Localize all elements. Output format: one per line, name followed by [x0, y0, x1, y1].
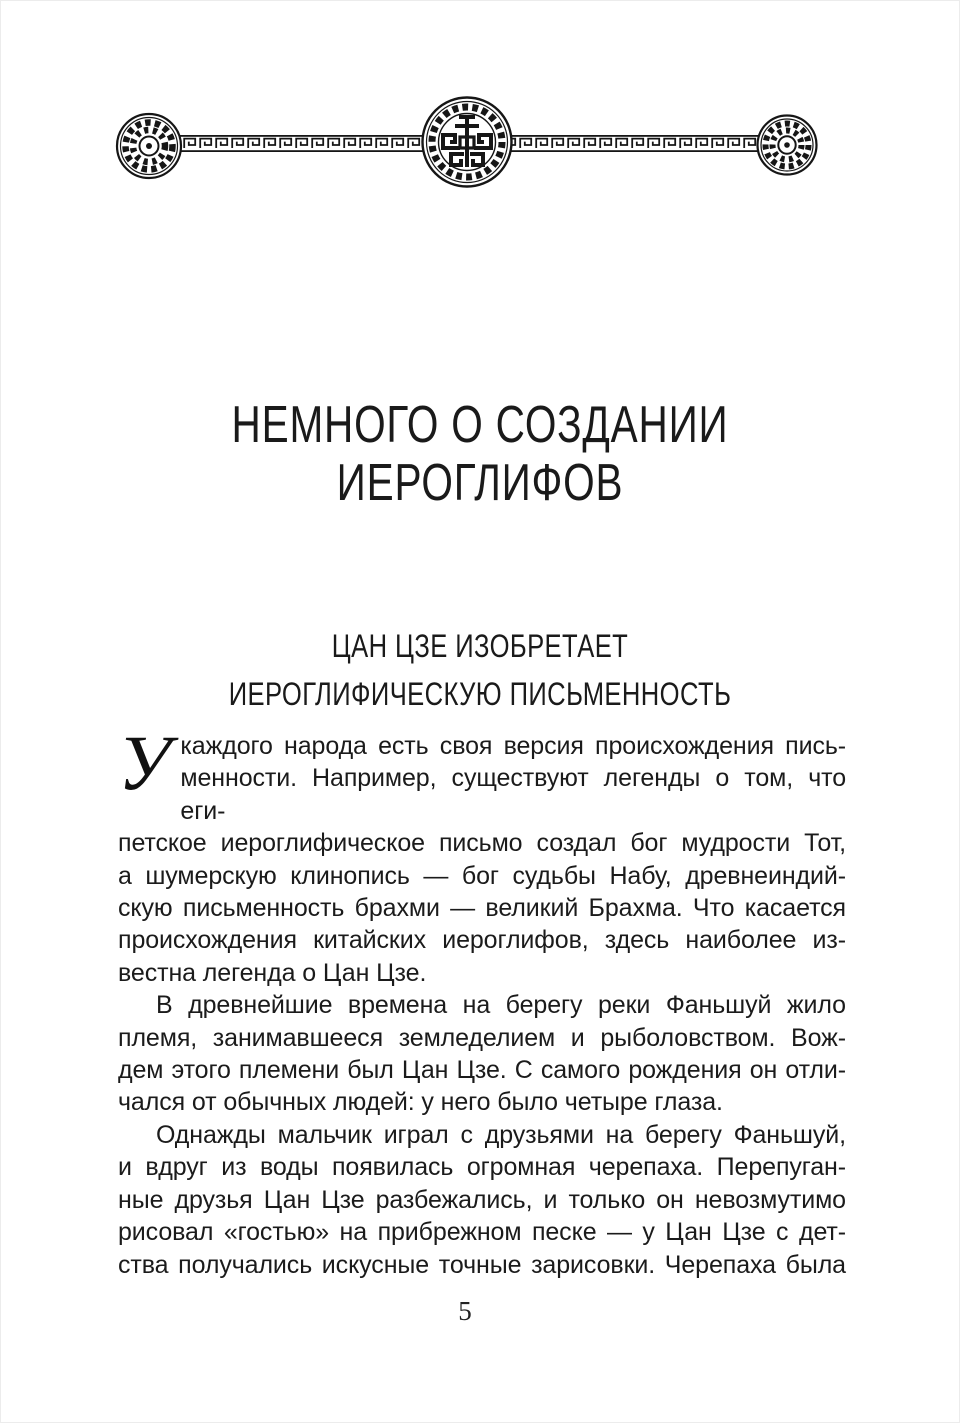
paragraph-1-line: вестна легенда о Цан Цзе.	[118, 958, 427, 987]
left-medallion-icon	[117, 114, 181, 178]
page-number: 5	[458, 1296, 472, 1326]
paragraph-1-line: каждого народа есть своя версия происхождения пись-	[180, 732, 846, 760]
right-medallion-icon	[758, 116, 817, 175]
meander-ornament-icon	[0, 0, 960, 230]
paragraph-3-line: и вдруг из воды появилась огромная черепаха. Перепуган-	[118, 1153, 846, 1182]
paragraph-1-line: скую письменность брахми — великий Брахма. Что касается	[118, 894, 846, 923]
chapter-title	[106, 396, 855, 512]
chapter-title-line1: НЕМНОГО О СОЗДАНИИ	[231, 396, 729, 454]
dropcap-letter: У	[118, 719, 171, 806]
paragraph-3-line: ные друзья Цан Цзе разбежались, и только он невозмутимо	[118, 1185, 846, 1214]
paragraph-2-line: племя, занимавшееся земледелием и рыболовством. Вож-	[118, 1023, 846, 1052]
paragraph-1-line: происхождения китайских иероглифов, здесь наиболее из-	[118, 926, 846, 955]
paragraph-1-line: а шумерскую клинопись — бог судьбы Набу, древнеиндий-	[118, 861, 846, 890]
section-title	[96, 622, 864, 718]
paragraph-2-line: дем этого племени был Цан Цзе. С самого рождения он отли-	[118, 1056, 846, 1085]
section-title-line1: ЦАН ЦЗЕ ИЗОБРЕТАЕТ	[331, 628, 629, 664]
paragraph-3-line: ства получались искусные точные зарисовки. Черепаха была	[118, 1250, 846, 1279]
body-text	[118, 719, 846, 1281]
paragraph-3-line: рисовал «гостью» на прибрежном песке — у Цан Цзе с дет-	[118, 1218, 846, 1247]
section-title-line2: ИЕРОГЛИФИЧЕСКУЮ ПИСЬМЕННОСТЬ	[228, 676, 732, 712]
paragraph-3-line: Однажды мальчик играл с друзьями на берегу Фаньшуй,	[156, 1120, 846, 1149]
chapter-title-line2: ИЕРОГЛИФОВ	[336, 454, 624, 512]
paragraph-2-line: чался от обычных людей: у него было четыре глаза.	[118, 1088, 723, 1117]
center-shou-medallion-icon	[423, 98, 512, 187]
paragraph-2-line: В древнейшие времена на берегу реки Фаньшуй жило	[156, 991, 846, 1020]
paragraph-1-line: менности. Например, существуют легенды о том, что еги-	[180, 764, 846, 825]
paragraph-1-line: петское иероглифическое письмо создал бог мудрости Тот,	[118, 829, 846, 858]
